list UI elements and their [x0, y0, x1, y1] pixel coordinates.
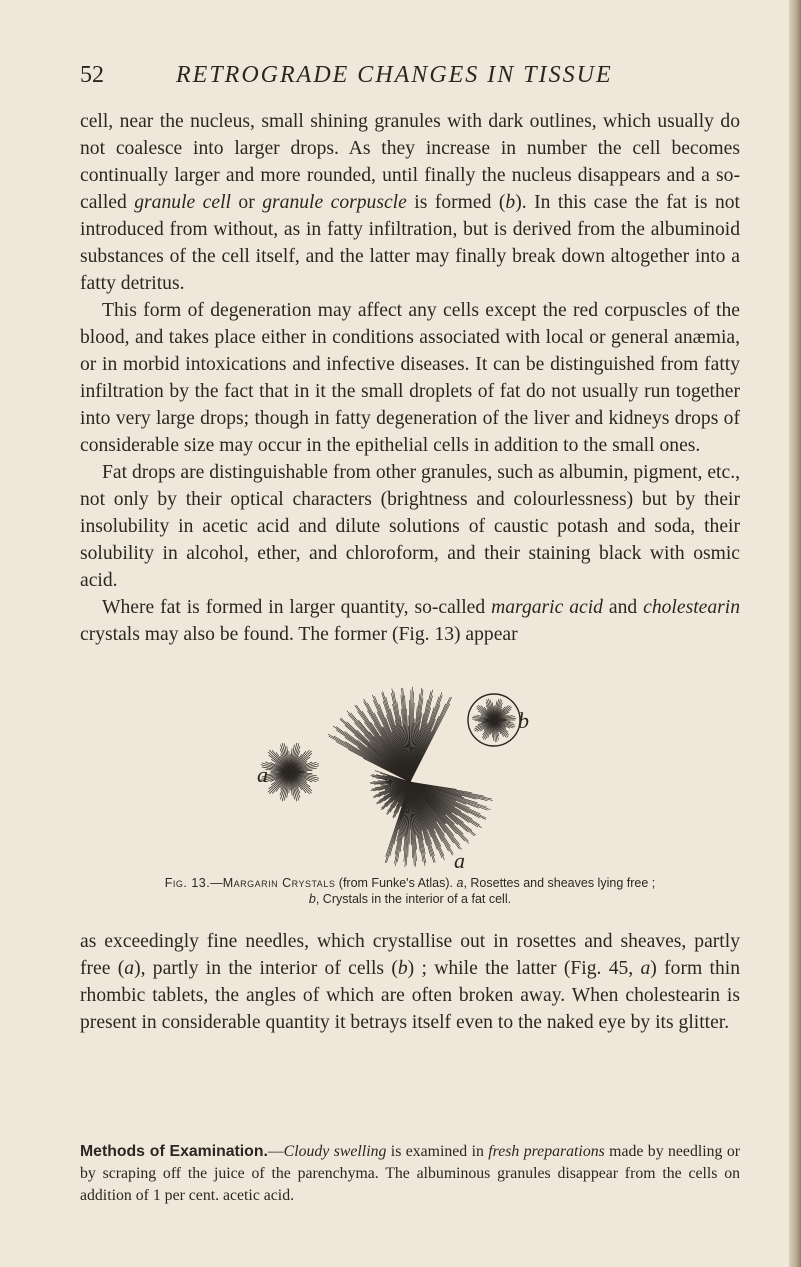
page-header	[80, 62, 740, 96]
para1-text-3: is formed (	[406, 192, 506, 213]
paragraph-needles	[80, 928, 740, 1036]
para4-italic-cholestearin: cholestearin	[643, 597, 740, 618]
methods-italic-cloudy-swelling: Cloudy swelling	[283, 1143, 387, 1160]
running-title: RETROGRADE CHANGES IN TISSUE	[176, 62, 613, 88]
para1-text-4: ). In this case the fat is not introduced from without, as in fatty infiltration, but is derived from the albuminoid substances of the cell itself, and the latter may finally break down altogether into a fatty detritus.	[80, 192, 740, 294]
para4-text-1: Where fat is formed in larger quantity, so-called	[102, 597, 492, 618]
para5-italic-a: a	[124, 958, 135, 979]
figure-13	[80, 672, 740, 872]
figure-label-b: b	[518, 708, 529, 733]
paragraph-margaric-acid	[80, 594, 740, 648]
caption-text-3: , Crystals in the interior of a fat cell.	[315, 892, 512, 906]
methods-of-examination	[80, 1141, 740, 1207]
page-edge	[789, 0, 801, 1267]
methods-text-2: made by needling or by scraping off the juice of the parenchyma. The albuminous granules disappear from the cells on addition of 1 per cent. acetic acid.	[80, 1143, 740, 1204]
para5-text-4: ) form thin rhombic tablets, the angles of which are often broken away. When cholestearin is present in considerable quantity it betrays itself even to the naked eye by its glitter.	[80, 958, 740, 1033]
caption-fig-number: Fig. 13.	[164, 876, 211, 890]
caption-dash: —	[210, 876, 223, 890]
methods-italic-fresh-preparations: fresh preparations	[488, 1143, 605, 1160]
figure-caption	[80, 875, 740, 907]
para4-text-2: and	[602, 597, 644, 618]
sheaf-upper	[328, 687, 451, 782]
margarin-crystals-illustration	[80, 672, 740, 872]
paragraph-fat-drops: Fat drops are distinguishable from other granules, such as albumin, pigment, etc., not only by their optical characters (brightness and colourlessness) but by their insolubility in acetic acid and dilute solutions of caustic potash and soda, their solubility in alcohol, ether, and chloroform, and their staining black with osmic acid.	[80, 462, 740, 591]
para5-italic-a-2: a	[640, 958, 651, 979]
para4-text-3: crystals may also be found. The former (Fig. 13) appear	[80, 624, 518, 645]
page-number: 52	[80, 62, 104, 88]
caption-text-1: (from Funke's Atlas).	[335, 876, 457, 890]
para4-italic-margaric-acid: margaric acid	[491, 597, 603, 618]
rosette-left	[261, 743, 319, 801]
para1-italic-b: b	[505, 192, 516, 213]
para1-italic-granule-corpuscle: granule corpuscle	[262, 192, 407, 213]
figure-label-a-bottom: a	[454, 848, 465, 872]
caption-text-2: , Rosettes and sheaves lying free ;	[463, 876, 656, 890]
methods-dash: —	[267, 1143, 284, 1160]
rosette-in-cell	[472, 699, 516, 742]
paragraph-granule-cell	[80, 108, 740, 297]
para5-italic-b: b	[397, 958, 408, 979]
para5-text-2: ), partly in the interior of cells (	[134, 958, 398, 979]
para5-text-1: as exceedingly fine needles, which crystallise out in rosettes and sheaves, partly free (	[80, 931, 740, 979]
para5-text-3: ) ; while the latter (Fig. 45,	[407, 958, 641, 979]
para1-text-1: cell, near the nucleus, small shining granules with dark outlines, which usually do not coalesce into larger drops. As they increase in number the cell becomes continually larger and more rounded, until finally the nucleus disappears and a so-called	[80, 111, 740, 213]
body-text-lower	[80, 928, 740, 1036]
paragraph-degeneration: This form of degeneration may affect any cells except the red corpuscles of the blood, and takes place either in conditions associated with local or general anæmia, or in morbid intoxications and infective diseases. It can be distinguished from fatty infiltration by the fact that in it the small droplets of fat do not usually run together into very large drops; though in fatty degeneration of the liver and kidneys drops of considerable size may occur in the epithelial cells in addition to the small ones.	[80, 300, 740, 456]
para1-text-2: or	[230, 192, 263, 213]
methods-heading: Methods of Examination.	[80, 1143, 268, 1160]
caption-title: Margarin Crystals	[222, 876, 336, 890]
caption-italic-a: a	[456, 876, 464, 890]
caption-italic-b: b	[308, 892, 316, 906]
body-text-upper	[80, 108, 740, 648]
figure-label-a-left: a	[257, 762, 268, 787]
para1-italic-granule-cell: granule cell	[134, 192, 231, 213]
methods-text-1: is examined in	[386, 1143, 489, 1160]
